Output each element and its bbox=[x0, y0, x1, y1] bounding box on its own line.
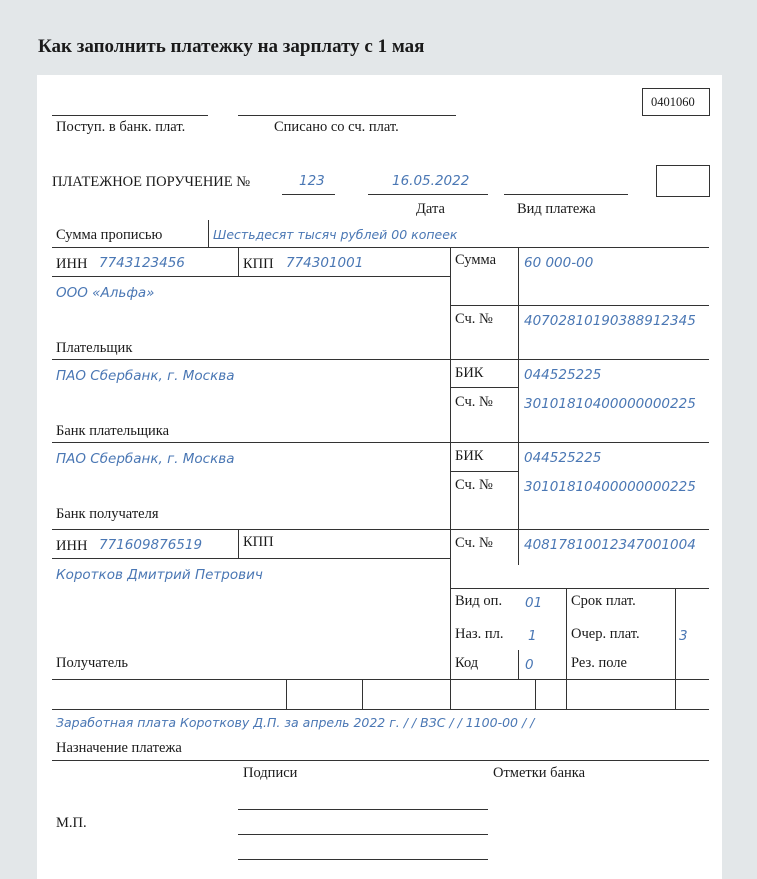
payer-account: 40702810190388912345 bbox=[524, 313, 696, 329]
payee-inn: 771609876519 bbox=[99, 537, 203, 553]
amount-words-divider bbox=[208, 220, 209, 247]
payee-account-label: Сч. № bbox=[455, 535, 493, 551]
grid-line bbox=[518, 650, 519, 679]
page-title: Как заполнить платежку на зарплату с 1 мая bbox=[38, 36, 425, 57]
pay-order-label: Очер. плат. bbox=[571, 626, 640, 642]
pay-term-label: Срок плат. bbox=[571, 593, 636, 609]
payer-name: ООО «Альфа» bbox=[56, 285, 155, 301]
date-label: Дата bbox=[416, 201, 445, 217]
grid-line bbox=[286, 679, 287, 709]
payer-inn-label: ИНН bbox=[56, 256, 88, 272]
status-box bbox=[656, 165, 710, 197]
pay-order: 3 bbox=[679, 628, 688, 644]
grid-line bbox=[450, 305, 709, 306]
stamp-label: М.П. bbox=[56, 815, 87, 831]
payer-bik-label: БИК bbox=[455, 365, 484, 381]
payment-type-label: Вид платежа bbox=[517, 201, 596, 217]
payment-type-line bbox=[504, 194, 628, 195]
grid-line bbox=[52, 276, 450, 277]
payer-bank-name: ПАО Сбербанк, г. Москва bbox=[56, 368, 235, 384]
payer-bik: 044525225 bbox=[524, 367, 602, 383]
payee-bank-name: ПАО Сбербанк, г. Москва bbox=[56, 451, 235, 467]
purpose-code: 1 bbox=[528, 628, 537, 644]
grid-line bbox=[450, 679, 451, 709]
grid-line bbox=[52, 247, 709, 248]
op-type-label: Вид оп. bbox=[455, 593, 503, 609]
payer-corr-label: Сч. № bbox=[455, 394, 493, 410]
order-number: 123 bbox=[299, 173, 325, 189]
payee-bik-label: БИК bbox=[455, 448, 484, 464]
date-line bbox=[368, 194, 488, 195]
grid-line bbox=[675, 588, 676, 679]
order-label: ПЛАТЕЖНОЕ ПОРУЧЕНИЕ № bbox=[52, 174, 251, 190]
debited-label: Списано со сч. плат. bbox=[274, 119, 399, 135]
payer-kpp: 774301001 bbox=[286, 255, 364, 271]
grid-line bbox=[238, 247, 239, 276]
purpose-label: Назначение платежа bbox=[56, 740, 182, 756]
payer-account-label: Сч. № bbox=[455, 311, 493, 327]
payer-inn: 7743123456 bbox=[99, 255, 185, 271]
code-label: Код bbox=[455, 655, 479, 671]
order-number-line bbox=[282, 194, 335, 195]
code: 0 bbox=[525, 657, 534, 673]
grid-line bbox=[52, 529, 709, 530]
grid-line bbox=[566, 588, 567, 679]
grid-line bbox=[518, 247, 519, 565]
payee-inn-label: ИНН bbox=[56, 538, 88, 554]
payment-order-form bbox=[37, 75, 722, 879]
grid-line bbox=[52, 679, 709, 680]
payee-account: 40817810012347001004 bbox=[524, 537, 696, 553]
received-label: Поступ. в банк. плат. bbox=[56, 119, 186, 135]
grid-line bbox=[52, 709, 709, 710]
grid-line bbox=[566, 679, 567, 709]
payee-corr-label: Сч. № bbox=[455, 477, 493, 493]
payee-corr-account: 30101810400000000225 bbox=[524, 479, 696, 495]
res-field-label: Рез. поле bbox=[571, 655, 627, 671]
amount: 60 000-00 bbox=[524, 255, 594, 271]
amount-words: Шестьдесят тысяч рублей 00 копеек bbox=[213, 227, 458, 242]
payee-name: Коротков Дмитрий Петрович bbox=[56, 567, 263, 583]
sum-label: Сумма bbox=[455, 252, 497, 268]
payee-bik: 044525225 bbox=[524, 450, 602, 466]
debited-line bbox=[238, 115, 456, 116]
grid-line bbox=[450, 471, 518, 472]
signature-line bbox=[238, 809, 488, 810]
order-date: 16.05.2022 bbox=[392, 173, 470, 189]
payee-label: Получатель bbox=[56, 655, 128, 671]
payer-corr-account: 30101810400000000225 bbox=[524, 396, 696, 412]
grid-line bbox=[52, 359, 709, 360]
payee-bank-label: Банк получателя bbox=[56, 506, 159, 522]
grid-line bbox=[362, 679, 363, 709]
grid-line bbox=[675, 679, 676, 709]
op-type: 01 bbox=[525, 595, 543, 611]
payer-bank-label: Банк плательщика bbox=[56, 423, 170, 439]
grid-line bbox=[450, 588, 709, 589]
payee-kpp-label: КПП bbox=[243, 534, 274, 550]
signatures-label: Подписи bbox=[243, 765, 298, 781]
grid-line bbox=[52, 760, 709, 761]
amount-words-label: Сумма прописью bbox=[56, 227, 163, 243]
grid-line bbox=[450, 247, 451, 679]
payer-label: Плательщик bbox=[56, 340, 133, 356]
received-line bbox=[52, 115, 208, 116]
signature-line bbox=[238, 834, 488, 835]
signature-line bbox=[238, 859, 488, 860]
form-code: 0401060 bbox=[651, 95, 695, 109]
grid-line bbox=[238, 529, 239, 558]
payer-kpp-label: КПП bbox=[243, 256, 274, 272]
bank-marks-label: Отметки банка bbox=[493, 765, 586, 781]
grid-line bbox=[535, 679, 536, 709]
payment-purpose: Заработная плата Короткову Д.П. за апрель 2022 г. / / ВЗС / / 1100-00 / / bbox=[56, 715, 535, 730]
grid-line bbox=[52, 442, 709, 443]
purpose-code-label: Наз. пл. bbox=[455, 626, 504, 642]
grid-line bbox=[52, 558, 450, 559]
grid-line bbox=[450, 387, 518, 388]
